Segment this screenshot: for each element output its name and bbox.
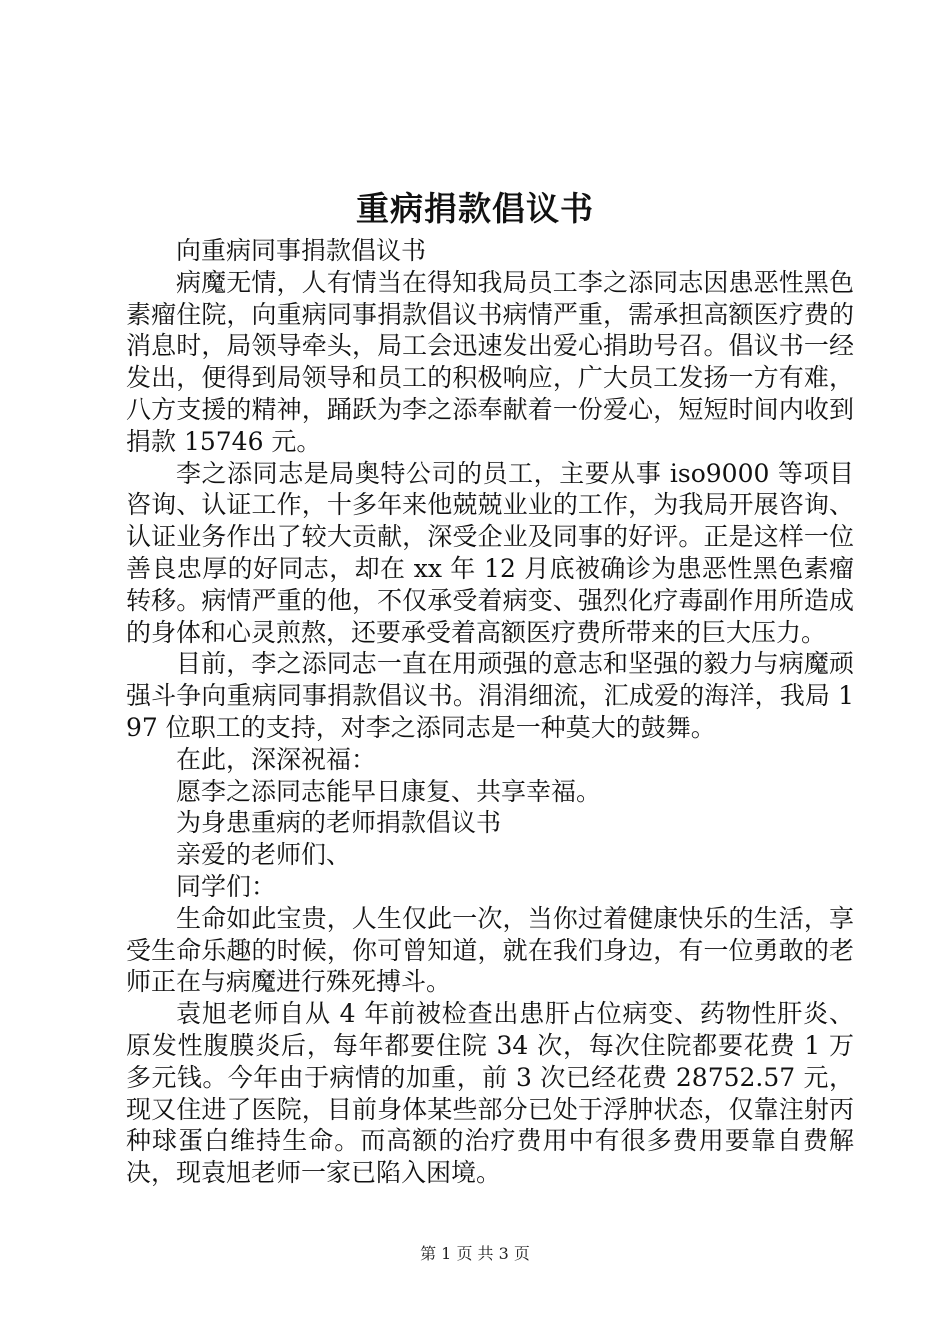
document-body xyxy=(126,235,854,1189)
paragraph: 目前，李之添同志一直在用顽强的意志和坚强的毅力与病魔顽强斗争向重病同事捐款倡议书。涓涓细流，汇成爱的海洋，我局 197 位职工的支持，对李之添同志是一种莫大的鼓舞。 xyxy=(126,649,854,742)
salutation-line: 同学们： xyxy=(176,871,277,901)
paragraph: 病魔无情，人有情当在得知我局员工李之添同志因患恶性黑色素瘤住院，向重病同事捐款倡议书病情严重，需承担高额医疗费的消息时，局领导牵头，局工会迅速发出爱心捐助号召。倡议书一经发出，便得到局领导和员工的积极响应，广大员工发扬一方有难，八方支援的精神，踊跃为李之添奉献着一份爱心，短短时间内收到捐款 15746 元。 xyxy=(126,267,854,456)
paragraph: 愿李之添同志能早日康复、共享幸福。 xyxy=(176,776,602,806)
paragraph: 在此，深深祝福： xyxy=(176,744,377,774)
salutation-line: 亲爱的老师们、 xyxy=(176,840,352,870)
page-number: 第 1 页 共 3 页 xyxy=(420,1244,530,1263)
paragraph: 李之添同志是局奥特公司的员工，主要从事 iso9000 等项目咨询、认证工作，十多年来他兢兢业业的工作，为我局开展咨询、认证业务作出了较大贡献，深受企业及同事的好评。正是这样一位善良忠厚的好同志，却在 xx 年 12 月底被确诊为患恶性黑色素瘤转移。病情严重的他，不仅承受着病变、强烈化疗毒副作用所造成的身体和心灵煎熬，还要承受着高额医疗费所带来的巨大压力。 xyxy=(126,458,854,647)
document-title: 重病捐款倡议书 xyxy=(356,189,594,228)
paragraph-heading-1: 向重病同事捐款倡议书 xyxy=(176,236,427,265)
paragraph: 生命如此宝贵，人生仅此一次，当你过着健康快乐的生活，享受生命乐趣的时候，你可曾知道，就在我们身边，有一位勇敢的老师正在与病魔进行殊死搏斗。 xyxy=(126,903,854,997)
paragraph-heading-2: 为身患重病的老师捐款倡议书 xyxy=(176,808,502,838)
paragraph: 袁旭老师自从 4 年前被检查出患肝占位病变、药物性肝炎、原发性腹膜炎后，每年都要住院 34 次，每次住院都要花费 1 万多元钱。今年由于病情的加重，前 3 次已经花费 28752.57 元，现又住进了医院，目前身体某些部分已处于浮肿状态，仅靠注射丙种球蛋白维持生命。而高额的治疗费用中有很多费用要靠自费解决，现袁旭老师一家已陷入困境。 xyxy=(126,999,854,1188)
